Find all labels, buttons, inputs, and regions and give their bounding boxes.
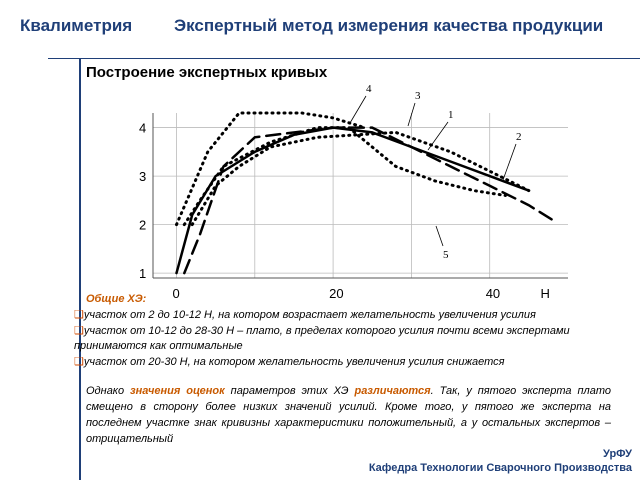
bullet-marker-icon: ❑ [74,356,84,368]
series-curve-2 [184,128,552,274]
x-tick-label: 40 [485,286,501,298]
bullet-marker-icon: ❑ [74,325,84,337]
curve-label: 5 [443,249,449,261]
bullet-3: ❑участок от 20-30 Н, на котором желательность увеличения усилия снижается [74,356,505,368]
x-tick-label: Н [540,286,550,298]
series-curve-1 [177,128,529,274]
bullet-marker-icon: ❑ [74,309,84,321]
left-divider [79,58,81,480]
expert-curves-chart [118,78,578,298]
y-tick-label: 3 [139,169,147,185]
department-name: Кафедра Технологии Сварочного Производства [368,462,632,474]
series-curve-3 [192,132,529,224]
curve-label: 1 [448,109,454,121]
org-name: УрФУ [603,448,632,460]
curve-leader-line [436,226,443,246]
y-tick-label: 4 [139,120,147,136]
app-title: Квалиметрия [20,16,133,35]
curve-label: 2 [516,131,522,143]
common-heading: Общие ХЭ: [86,293,147,305]
curve-leader-line [350,96,366,123]
section-title: Построение экспертных кривых [86,64,328,81]
curve-label: 3 [415,90,421,102]
x-tick-label: 20 [329,286,344,298]
y-tick-label: 2 [139,217,147,233]
series-curve-4 [177,113,365,225]
curve-leader-line [428,122,448,150]
slide-title: Экспертный метод измерения качества продукции [174,16,604,35]
header-divider [48,58,640,59]
x-tick-label: 0 [172,286,180,298]
conclusion-paragraph: Однако значения оценок параметров этих ХЭ различаются. Так, у пятого эксперта плато смещено в сторону более низких значений усилий. Кроме того, у пятого же эксперта на последнем участке знак кривизны характеристики положительный, а у остальных экспертов – отрицательный [86,385,611,445]
bullet-2: ❑участок от 10-12 до 28-30 Н – плато, в пределах которого усилия почти всеми экспертами принимаются как оптимальные [74,325,570,352]
curve-leader-line [503,144,516,180]
bullet-1: ❑участок от 2 до 10-12 Н, на котором возрастает желательность увеличения усилия [74,309,536,321]
y-tick-label: 1 [139,266,147,282]
curve-label: 4 [366,83,372,95]
